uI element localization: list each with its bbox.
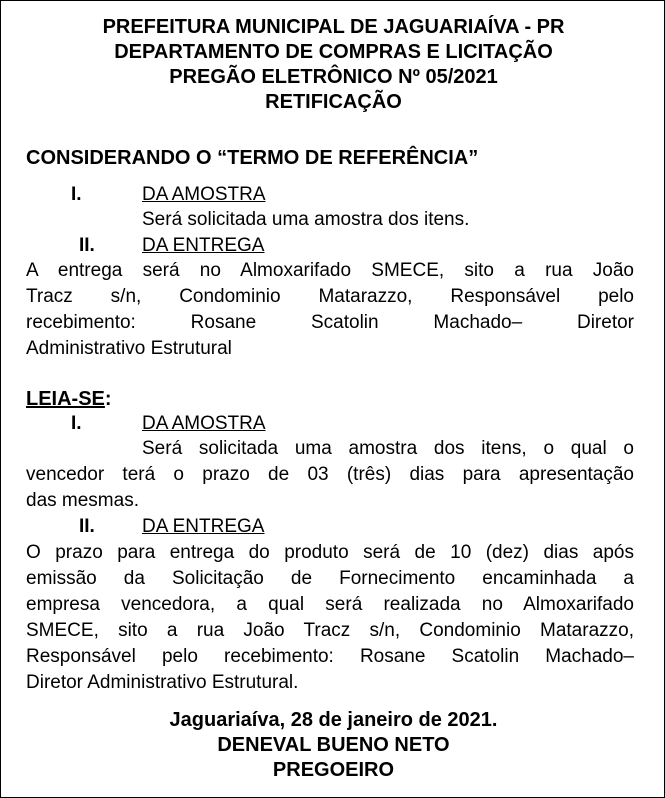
paragraph-line: Responsável pelo recebimento: Rosane Scatolin Machado– bbox=[26, 646, 634, 667]
paragraph-line: SMECE, sito a rua João Tracz s/n, Condominio Matarazzo, bbox=[26, 620, 634, 641]
leia-se-title: LEIA-SE: bbox=[26, 388, 112, 410]
considerando-item2-paragraph bbox=[26, 258, 634, 362]
header-line-4: RETIFICAÇÃO bbox=[265, 91, 402, 113]
leia-se-item1-heading: DA AMOSTRA bbox=[142, 413, 266, 434]
leia-se-item1-paragraph bbox=[26, 436, 634, 514]
signature-date: Jaguariaíva, 28 de janeiro de 2021. bbox=[169, 709, 498, 731]
considerando-item1-numeral: I. bbox=[71, 184, 82, 205]
leia-se-item1-numeral: I. bbox=[71, 413, 82, 434]
signature-block bbox=[1, 708, 665, 783]
paragraph-line: Será solicitada uma amostra dos itens, o qual o bbox=[142, 438, 634, 459]
paragraph-line: Diretor Administrativo Estrutural. bbox=[26, 672, 299, 693]
paragraph-line: A entrega será no Almoxarifado SMECE, sito a rua João bbox=[26, 260, 634, 281]
paragraph-line: vencedor terá o prazo de 03 (três) dias para apresentação bbox=[26, 464, 634, 485]
leia-se-item2-paragraph bbox=[26, 540, 634, 696]
paragraph-line: das mesmas. bbox=[26, 490, 139, 511]
paragraph-line: emissão da Solicitação de Fornecimento encaminhada a bbox=[26, 568, 634, 589]
paragraph-line: Tracz s/n, Condominio Matarazzo, Responsável pelo bbox=[26, 286, 634, 307]
leia-se-item2-numeral: II. bbox=[79, 516, 95, 537]
considerando-title: CONSIDERANDO O “TERMO DE REFERÊNCIA” bbox=[26, 147, 479, 169]
considerando-item2-numeral: II. bbox=[79, 235, 95, 256]
paragraph-line: O prazo para entrega do produto será de 10 (dez) dias após bbox=[26, 542, 634, 563]
signature-name: DENEVAL BUENO NETO bbox=[217, 734, 450, 756]
paragraph-line: recebimento: Rosane Scatolin Machado– Diretor bbox=[26, 312, 634, 333]
considerando-item1-heading: DA AMOSTRA bbox=[142, 184, 266, 205]
header-line-2: DEPARTAMENTO DE COMPRAS E LICITAÇÃO bbox=[114, 41, 553, 63]
signature-role: PREGOEIRO bbox=[272, 759, 395, 781]
considerando-item1-text: Será solicitada uma amostra dos itens. bbox=[142, 209, 470, 230]
paragraph-line: Administrativo Estrutural bbox=[26, 338, 232, 359]
leia-se-item2-heading: DA ENTREGA bbox=[142, 516, 265, 537]
header bbox=[1, 15, 665, 115]
header-line-3: PREGÃO ELETRÔNICO Nº 05/2021 bbox=[169, 66, 498, 88]
header-line-1: PREFEITURA MUNICIPAL DE JAGUARIAÍVA - PR bbox=[102, 16, 565, 38]
considerando-item2-heading: DA ENTREGA bbox=[142, 235, 265, 256]
paragraph-line: empresa vencedora, a qual será realizada no Almoxarifado bbox=[26, 594, 634, 615]
